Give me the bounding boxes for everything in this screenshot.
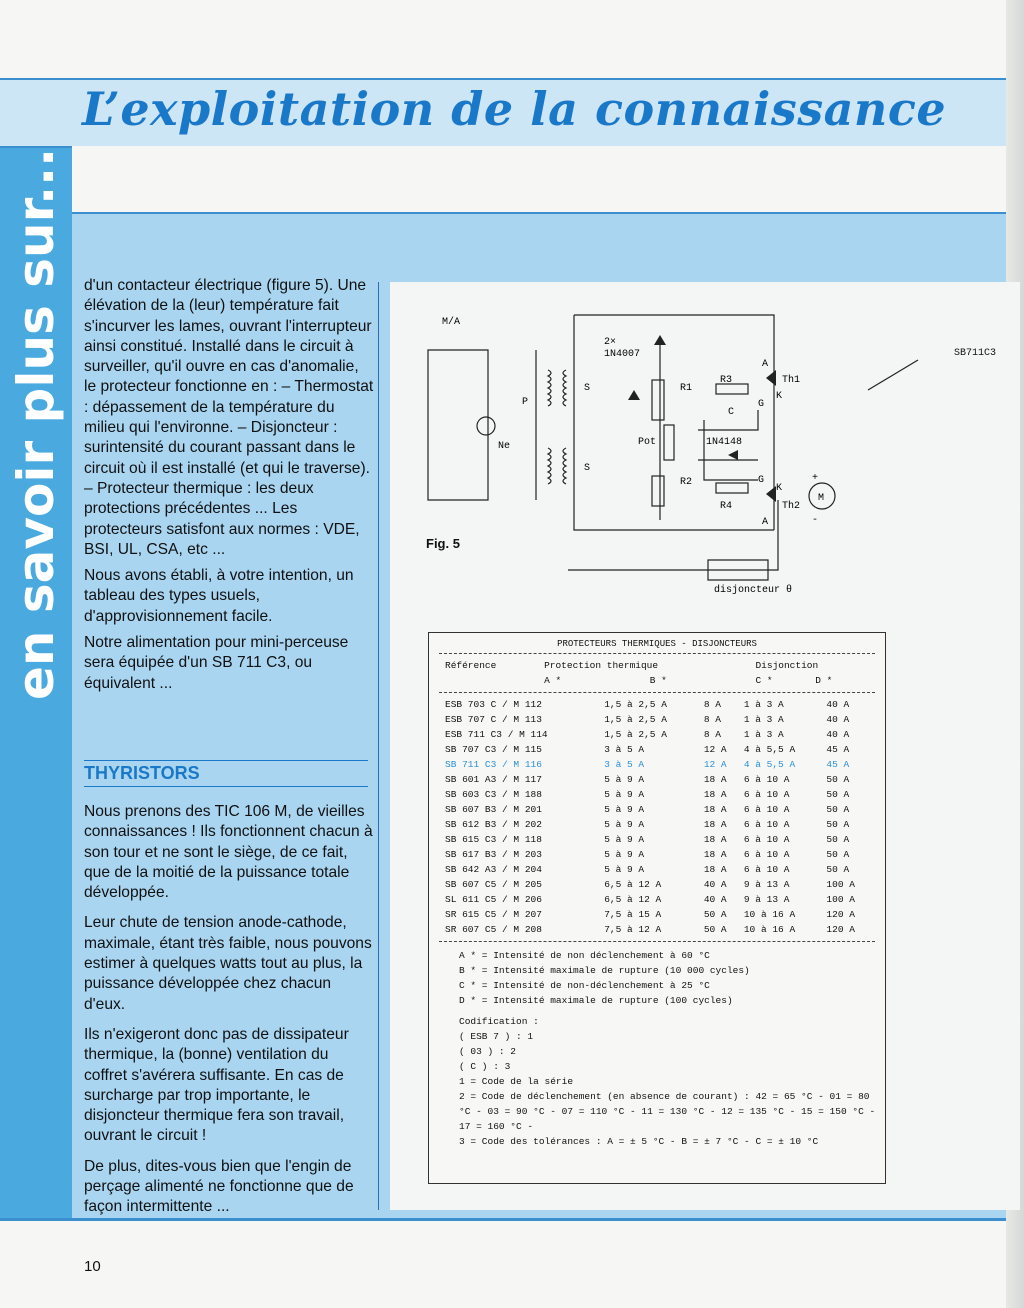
table-cell: SB 603 C3 / M 188 <box>445 789 542 800</box>
label-1n4148: 1N4148 <box>706 437 743 448</box>
table-cell: 5 à 9 A <box>604 834 645 845</box>
table-cell: 1,5 à 2,5 A <box>604 714 667 725</box>
header-disjonction: Disjonction <box>755 660 819 671</box>
table-cell: 40 A <box>826 699 850 710</box>
table-cell: 10 à 16 A <box>743 924 796 935</box>
table-row <box>443 772 873 787</box>
table-cell: 12 A <box>703 759 727 770</box>
table-cell: 45 A <box>826 759 850 770</box>
table-cell: 1,5 à 2,5 A <box>604 729 667 740</box>
table-cell: 5 à 9 A <box>604 774 645 785</box>
table-cell: 50 A <box>826 864 850 875</box>
table-cell: 40 A <box>826 729 850 740</box>
paragraph: Leur chute de tension anode-cathode, maximale, étant très faible, nous pouvons estimer à quelques watts tout au plus, la puissance développée chez chacun d'eux. <box>84 914 372 1013</box>
table-cell: 6 à 10 A <box>743 804 790 815</box>
note-line: A * = Intensité de non déclenchement à 60 °C <box>459 950 710 961</box>
codification-line: 2 = Code de déclenchement (en absence de courant) : 42 = 65 °C - 01 = 80 °C - 03 = 90 °C - 07 = 110 °C - 11 = 130 °C - 12 = 135 °C - 15 = 150 °C - 17 = 160 °C - <box>459 1091 876 1132</box>
note-line: C * = Intensité de non-déclenchement à 25 °C <box>459 980 710 991</box>
table-cell: 18 A <box>703 774 727 785</box>
table-cell: 6 à 10 A <box>743 864 790 875</box>
protector-table <box>428 632 886 1184</box>
subtitle-band <box>72 146 1024 214</box>
table-row <box>443 697 873 712</box>
label-s1: S <box>584 383 591 394</box>
table-cell: 6 à 10 A <box>743 789 790 800</box>
label-pot: Pot <box>638 437 657 448</box>
table-row <box>443 712 873 727</box>
table-cell: 5 à 9 A <box>604 864 645 875</box>
table-cell: 40 A <box>826 714 850 725</box>
label-r1: R1 <box>680 383 693 394</box>
table-cell: 6 à 10 A <box>743 849 790 860</box>
table-title: PROTECTEURS THERMIQUES - DISJONCTEURS <box>557 639 757 649</box>
table-cell: 12 A <box>703 744 727 755</box>
label-r2: R2 <box>680 477 693 488</box>
table-cell: 50 A <box>826 834 850 845</box>
label-ma: M/A <box>442 317 461 328</box>
table-row <box>443 907 873 922</box>
paragraph: Nous avons établi, à votre intention, un tableau des types usuels, d'approvisionnement facile. <box>84 567 354 625</box>
subheader-b: B * <box>649 675 667 686</box>
table-cell: 1 à 3 A <box>743 714 784 725</box>
table-row <box>443 862 873 877</box>
table-cell: 40 A <box>703 894 727 905</box>
table-cell: ESB 707 C / M 113 <box>445 714 542 725</box>
text-column-1 <box>84 276 374 700</box>
codification-line: ( 03 ) : 2 <box>459 1046 517 1057</box>
table-cell: 8 A <box>703 729 721 740</box>
label-s2: S <box>584 463 591 474</box>
table-cell: 1,5 à 2,5 A <box>604 699 667 710</box>
label-ne: Ne <box>498 441 511 452</box>
table-cell: SB 607 B3 / M 201 <box>445 804 542 815</box>
label-minus: - <box>812 515 819 526</box>
table-cell: 5 à 9 A <box>604 789 645 800</box>
table-cell: 7,5 à 12 A <box>604 924 662 935</box>
label-r4: R4 <box>720 501 733 512</box>
table-notes <box>459 948 885 1008</box>
circuit-diagram <box>398 300 958 610</box>
note-line: D * = Intensité maximale de rupture (100 cycles) <box>459 995 733 1006</box>
table-cell: 18 A <box>703 804 727 815</box>
table-row <box>443 877 873 892</box>
table-cell: 100 A <box>826 894 855 905</box>
table-cell: 6 à 10 A <box>743 774 790 785</box>
section-heading: THYRISTORS <box>84 760 368 787</box>
table-cell: 50 A <box>826 789 850 800</box>
table-cell: 5 à 9 A <box>604 849 645 860</box>
table-cell: SB 615 C3 / M 118 <box>445 834 542 845</box>
table-cell: 5 à 9 A <box>604 804 645 815</box>
table-cell: 120 A <box>826 924 855 935</box>
vertical-banner-text: en savoir plus sur... <box>7 147 65 700</box>
label-th2: Th2 <box>782 501 801 512</box>
subheader-c: C * <box>755 675 773 686</box>
table-cell: 10 à 16 A <box>743 909 796 920</box>
table-row <box>443 757 873 772</box>
table-row <box>443 727 873 742</box>
table-row <box>443 742 873 757</box>
text-column-2 <box>84 802 374 1228</box>
table-cell: 6 à 10 A <box>743 834 790 845</box>
table-cell: 6,5 à 12 A <box>604 879 662 890</box>
table-cell: 40 A <box>703 879 727 890</box>
table-cell: ESB 711 C3 / M 114 <box>445 729 548 740</box>
label-a1: A <box>762 359 769 370</box>
table-cell: SB 607 C5 / M 205 <box>445 879 542 890</box>
table-cell: 4 à 5,5 A <box>743 744 796 755</box>
table-row <box>443 892 873 907</box>
column-divider <box>378 282 379 1210</box>
header-protection: Protection thermique <box>544 660 659 671</box>
table-cell: 3 à 5 A <box>604 759 645 770</box>
codification-line: Codification : <box>459 1016 539 1027</box>
codification-line: 1 = Code de la série <box>459 1076 574 1087</box>
table-cell: SB 601 A3 / M 117 <box>445 774 542 785</box>
label-r3: R3 <box>720 375 733 386</box>
table-cell: 6 à 10 A <box>743 819 790 830</box>
paragraph: De plus, dites-vous bien que l'engin de perçage alimenté ne fonctionne que de façon intermittente ... <box>84 1157 354 1216</box>
table-cell: 8 A <box>703 714 721 725</box>
table-cell: 18 A <box>703 819 727 830</box>
table-cell: 50 A <box>826 804 850 815</box>
label-k2: K <box>776 483 783 494</box>
paragraph: d'un contacteur électrique (figure 5). Une élévation de la (leur) température fait s'incurver les lames, ouvrant l'interrupteur ainsi constitué. Installé dans le circuit à surveiller, qu'il ouvre en cas d'anomalie, le protecteur fonctionne en : – Thermostat : dépassement de la température du milieu qui l'environne. – Disjoncteur : surintensité du courant passant dans le circuit où il est installé (et qui le traverse). – Protecteur thermique : les deux protections précédentes ... Les protecteurs satisfont aux normes : VDE, BSI, UL, CSA, etc ... <box>84 277 374 558</box>
table-cell: ESB 703 C / M 112 <box>445 699 542 710</box>
table-cell: 1 à 3 A <box>743 699 784 710</box>
label-disjoncteur: disjoncteur θ <box>714 585 793 596</box>
page-title: L’exploitation de la connaissance <box>82 82 947 136</box>
table-cell: SB 617 B3 / M 203 <box>445 849 542 860</box>
label-plus: + <box>812 473 819 484</box>
label-p: P <box>522 397 529 408</box>
paragraph: Nous prenons des TIC 106 M, de vieilles connaissances ! Ils fonctionnent chacun à son tour et ne sont le siège, de ce fait, que de la moitié de la puissance totale développée. <box>84 803 373 902</box>
table-row <box>443 787 873 802</box>
table-row <box>443 817 873 832</box>
table-cell: SR 615 C5 / M 207 <box>445 909 542 920</box>
codification <box>459 1014 885 1149</box>
table-cell: 7,5 à 15 A <box>604 909 662 920</box>
table-cell: 50 A <box>826 819 850 830</box>
table-cell: 1 à 3 A <box>743 729 784 740</box>
label-th1: Th1 <box>782 375 801 386</box>
table-row <box>443 922 873 937</box>
sb-label: SB711C3 <box>954 348 997 359</box>
codification-line: 3 = Code des tolérances : A = ± 5 °C - B = ± 7 °C - C = ± 10 °C <box>459 1136 819 1147</box>
table-cell: 3 à 5 A <box>604 744 645 755</box>
label-g2: G <box>758 475 765 486</box>
table-cell: 50 A <box>703 924 727 935</box>
label-diode-count: 2× <box>604 337 617 348</box>
table-cell: 18 A <box>703 789 727 800</box>
table-cell: 6,5 à 12 A <box>604 894 662 905</box>
table-cell: 4 à 5,5 A <box>743 759 796 770</box>
table-cell: SB 642 A3 / M 204 <box>445 864 542 875</box>
table-cell: SB 707 C3 / M 115 <box>445 744 542 755</box>
label-g1: G <box>758 399 765 410</box>
table-row <box>443 847 873 862</box>
subheader-a: A * <box>544 675 562 686</box>
paragraph: Notre alimentation pour mini-perceuse sera équipée d'un SB 711 C3, ou équivalent ... <box>84 634 349 692</box>
table-header <box>443 658 873 688</box>
table-cell: SL 611 C5 / M 206 <box>445 894 542 905</box>
table-cell: 18 A <box>703 864 727 875</box>
paragraph: Ils n'exigeront donc pas de dissipateur thermique, la (bonne) ventilation du coffret s'avérera suffisante. En cas de surcharge par trop importante, le disjoncteur thermique fera son travail, ouvrant le circuit ! <box>84 1025 349 1145</box>
table-cell: 8 A <box>703 699 721 710</box>
codification-line: ( C ) : 3 <box>459 1061 511 1072</box>
table-cell: 120 A <box>826 909 855 920</box>
table-cell: 18 A <box>703 834 727 845</box>
table-cell: SR 607 C5 / M 208 <box>445 924 542 935</box>
table-cell: 50 A <box>826 849 850 860</box>
label-k1: K <box>776 391 783 402</box>
table-cell: 100 A <box>826 879 855 890</box>
table-cell: 45 A <box>826 744 850 755</box>
table-cell: 50 A <box>703 909 727 920</box>
table-body <box>443 697 873 937</box>
table-cell: 9 à 13 A <box>743 894 790 905</box>
codification-line: ( ESB 7 ) : 1 <box>459 1031 534 1042</box>
table-cell: 50 A <box>826 774 850 785</box>
table-row <box>443 832 873 847</box>
subheader-d: D * <box>815 675 833 686</box>
label-c: C <box>728 407 735 418</box>
label-motor: M <box>818 493 825 504</box>
label-a2: A <box>762 517 769 528</box>
page-number: 10 <box>84 1258 101 1275</box>
header-reference: Référence <box>445 660 497 671</box>
table-cell: SB 612 B3 / M 202 <box>445 819 542 830</box>
table-row <box>443 802 873 817</box>
table-cell: 9 à 13 A <box>743 879 790 890</box>
label-diode-type: 1N4007 <box>604 349 641 360</box>
table-cell: 5 à 9 A <box>604 819 645 830</box>
figure-label: Fig. 5 <box>426 536 460 551</box>
note-line: B * = Intensité maximale de rupture (10 000 cycles) <box>459 965 750 976</box>
table-cell: 18 A <box>703 849 727 860</box>
table-cell: SB 711 C3 / M 116 <box>445 759 542 770</box>
